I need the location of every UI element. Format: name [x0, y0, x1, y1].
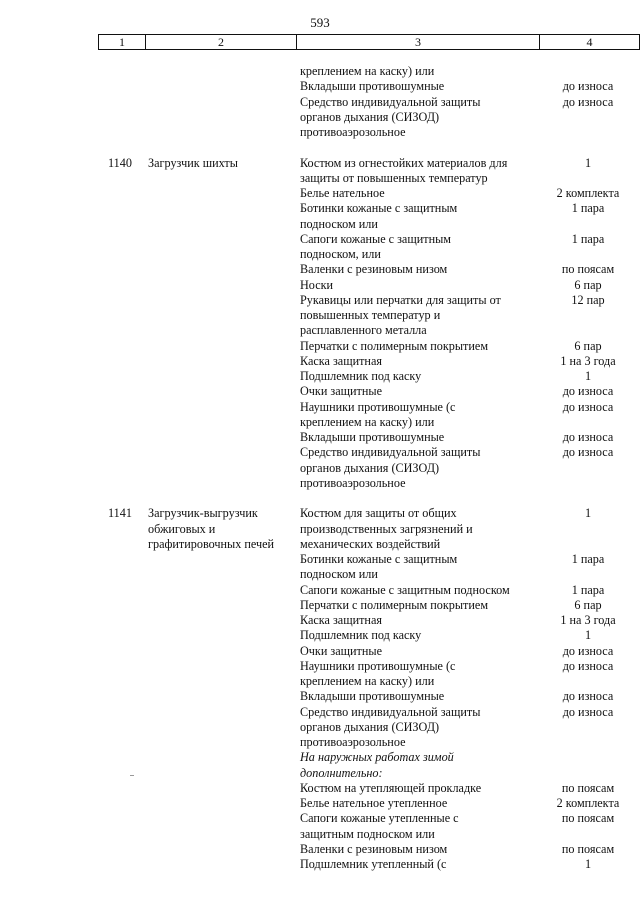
row-number: 1141 [108, 506, 132, 521]
ppe-quantity: по поясам [561, 780, 615, 795]
ppe-quantity: 1 пара [571, 582, 605, 597]
ppe-quantity: 6 пар [574, 597, 602, 612]
column-header-4: 4 [586, 35, 593, 49]
ppe-item: креплением на каску) или [300, 414, 435, 429]
ppe-item: Подшлемник под каску [300, 628, 422, 643]
ppe-item: Подшлемник утепленный (с [300, 857, 447, 871]
ppe-item: Вкладыши противошумные [300, 689, 445, 704]
ppe-item: Вкладыши противошумные [300, 79, 445, 94]
ppe-item: Белье нательное [300, 186, 385, 200]
ppe-item: Средство индивидуальной защиты [300, 445, 481, 460]
ppe-item: Вкладыши противошумные [300, 430, 445, 444]
ppe-item: органов дыхания (СИЗОД) [300, 719, 440, 734]
ppe-item: Ботинки кожаные с защитным [300, 201, 458, 216]
ppe-item: Носки [300, 277, 334, 292]
ppe-quantity: 1 пара [571, 201, 605, 216]
ppe-item: креплением на каску) или [300, 64, 435, 78]
ppe-item: Очки защитные [300, 384, 382, 399]
ppe-quantity: 2 комплекта [556, 186, 620, 200]
ppe-quantity: 6 пар [574, 277, 602, 292]
ppe-quantity: 1 [584, 369, 592, 383]
row-number: 1140 [108, 155, 132, 170]
ppe-quantity: 1 пара [571, 231, 605, 246]
ppe-item: Каска защитная [300, 353, 382, 368]
ppe-quantity: 2 комплекта [556, 796, 620, 810]
table-header [98, 34, 640, 50]
ppe-item: подноском или [300, 216, 378, 231]
ppe-item: Перчатки с полимерным покрытием [300, 338, 489, 353]
ppe-quantity: до износа [562, 445, 614, 460]
ppe-quantity: 1 на 3 года [560, 613, 616, 627]
ppe-item: креплением на каску) или [300, 674, 435, 688]
ppe-item: Перчатки с полимерным покрытием [300, 597, 489, 612]
ppe-quantity: 6 пар [574, 338, 602, 353]
ppe-quantity: 1 пара [571, 552, 605, 566]
ppe-quantity: до износа [562, 430, 614, 444]
ppe-quantity: до износа [562, 94, 614, 109]
ppe-item: Ботинки кожаные с защитным [300, 552, 458, 566]
ppe-quantity: до износа [562, 704, 614, 719]
ppe-item: механических воздействий [300, 536, 441, 551]
ppe-item: органов дыхания (СИЗОД) [300, 460, 440, 475]
job-title: графитировочных печей [148, 536, 275, 551]
page-number: 593 [310, 15, 330, 30]
ppe-item: Белье нательное утепленное [300, 796, 448, 810]
ppe-quantity: до износа [562, 689, 614, 704]
ppe-quantity: до износа [562, 79, 614, 94]
ppe-quantity: 1 на 3 года [560, 353, 616, 368]
ppe-quantity: до износа [562, 658, 614, 673]
ppe-item: противоаэрозольное [300, 475, 406, 490]
scan-mark [130, 775, 134, 776]
ppe-item: Средство индивидуальной защиты [300, 94, 481, 109]
ppe-quantity: 1 [584, 506, 592, 521]
ppe-item: Валенки с резиновым низом [300, 262, 448, 277]
ppe-item: Костюм на утепляющей прокладке [300, 780, 482, 795]
ppe-item: дополнительно: [300, 765, 383, 780]
ppe-item: Костюм из огнестойких материалов для [300, 155, 508, 170]
ppe-item: Подшлемник под каску [300, 369, 422, 383]
ppe-quantity: до износа [562, 384, 614, 399]
ppe-item: защиты от повышенных температур [300, 170, 488, 185]
ppe-quantity: 1 [584, 857, 592, 871]
ppe-quantity: 1 [584, 628, 592, 643]
ppe-quantity: 1 [584, 155, 592, 170]
ppe-quantity: 12 пар [571, 292, 605, 307]
job-title: обжиговых и [148, 521, 216, 536]
ppe-item: Сапоги кожаные утепленные с [300, 811, 459, 826]
ppe-item: подноском или [300, 567, 378, 582]
ppe-item: Каска защитная [300, 613, 382, 627]
column-header-2: 2 [146, 35, 297, 49]
ppe-item: Очки защитные [300, 643, 382, 658]
ppe-quantity: по поясам [561, 811, 615, 826]
ppe-item: производственных загрязнений и [300, 521, 473, 536]
ppe-quantity: до износа [562, 399, 614, 414]
ppe-item: Костюм для защиты от общих [300, 506, 457, 521]
job-title: Загрузчик-выгрузчик [148, 506, 258, 521]
ppe-item: Сапоги кожаные с защитным подноском [300, 582, 510, 597]
job-title: Загрузчик шихты [148, 155, 238, 170]
ppe-item: Наушники противошумные (с [300, 399, 456, 414]
ppe-item: противоаэрозольное [300, 735, 406, 749]
ppe-item: Валенки с резиновым низом [300, 841, 448, 856]
ppe-item: Средство индивидуальной защиты [300, 704, 481, 719]
ppe-quantity: по поясам [561, 262, 615, 277]
column-header-3: 3 [297, 35, 540, 49]
ppe-item: расплавленного металла [300, 323, 427, 338]
ppe-item: Наушники противошумные (с [300, 658, 456, 673]
ppe-item: Сапоги кожаные с защитным [300, 231, 451, 246]
ppe-quantity: до износа [562, 643, 614, 658]
ppe-item: подноском, или [300, 247, 381, 261]
ppe-item: защитным подноском или [300, 826, 435, 841]
ppe-item: На наружных работах зимой [300, 750, 454, 765]
ppe-item: Рукавицы или перчатки для защиты от [300, 292, 501, 307]
ppe-item: противоаэрозольное [300, 125, 406, 139]
ppe-item: повышенных температур и [300, 308, 441, 322]
column-header-1: 1 [99, 35, 146, 49]
ppe-item: органов дыхания (СИЗОД) [300, 109, 440, 124]
ppe-quantity: по поясам [561, 841, 615, 856]
